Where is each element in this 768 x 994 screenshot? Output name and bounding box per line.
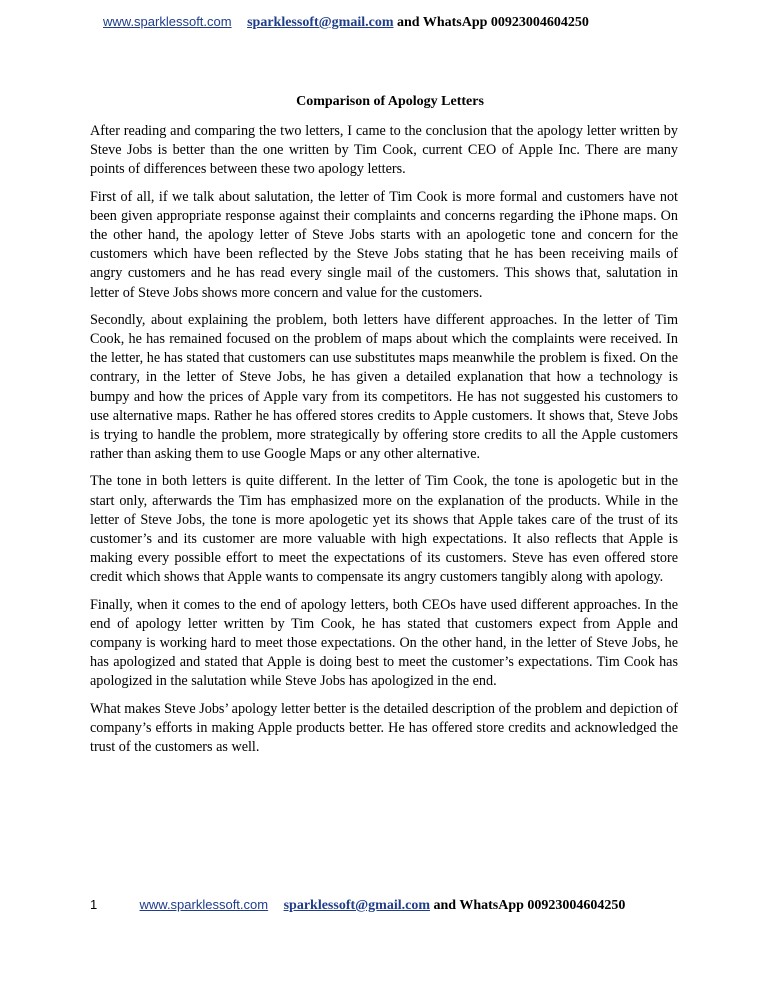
paragraph-2: First of all, if we talk about salutation, the letter of Tim Cook is more formal and customers have not been given appropriate response against their complaints and concerns regarding the iPhone maps. On the other hand, the apology letter of Steve Jobs starts with an apologetic tone and concern for the customers which have been reflected by the Steve Jobs stating that he has been receiving mails of angry customers and he has read every single mail of the customers. This shows that, salutation in letter of Steve Jobs shows more concern and value for the customers.	[90, 188, 678, 301]
page-footer	[90, 897, 625, 914]
page-number: 1	[90, 897, 98, 912]
footer-website-link[interactable]: www.sparklessoft.com	[139, 897, 269, 912]
paragraph-6: What makes Steve Jobs’ apology letter better is the detailed description of the problem and depiction of company’s efforts in making Apple products better. He has offered store credits and acknowledged the trust of the customers as well.	[90, 700, 678, 756]
document-title: Comparison of Apology Letters	[296, 94, 484, 109]
document-body	[90, 122, 678, 765]
footer-whatsapp-text: and WhatsApp 00923004604250	[433, 898, 626, 913]
footer-email-link[interactable]: sparklessoft@gmail.com	[283, 898, 430, 913]
header-website-link[interactable]: www.sparklessoft.com	[103, 14, 232, 29]
paragraph-3: Secondly, about explaining the problem, both letters have different approaches. In the letter of Tim Cook, he has remained focused on the problem of maps about which the complaints were received. In the letter, he has stated that customers can use substitutes maps meanwhile the problem is fixed. On the contrary, in the letter of Steve Jobs, he has given a detailed explanation that how a technology is bumpy and how the prices of Apple vary from its competitors. He has not suggested his customers to use alternative maps. Rather he has offered stores credits to Apple customers. It shows that, Steve Jobs is trying to handle the problem, more strategically by offering store credits to all the Apple customers rather than asking them to use Google Maps or any other alternative.	[90, 311, 678, 463]
header-email-link[interactable]: sparklessoft@gmail.com	[247, 15, 394, 30]
header-whatsapp-text: and WhatsApp 00923004604250	[397, 15, 589, 30]
paragraph-4: The tone in both letters is quite different. In the letter of Tim Cook, the tone is apologetic but in the start only, afterwards the Tim has emphasized more on the explanation of the products. While in the letter of Steve Jobs, the tone is more apologetic yet its shows that Apple takes care of the trust of its customer’s and its customer are more valuable with high expectations. It also reflects that Apple is making every possible effort to meet the expectations of its customers. Steve has even offered store credit which shows that Apple wants to compensate its angry customers tangibly along with apology.	[90, 473, 678, 586]
paragraph-1: After reading and comparing the two letters, I came to the conclusion that the apology letter written by Steve Jobs is better than the one written by Tim Cook, current CEO of Apple Inc. There are many points of differences between these two apology letters.	[90, 123, 678, 178]
page-header	[103, 14, 589, 31]
paragraph-5: Finally, when it comes to the end of apology letters, both CEOs have used different approaches. In the end of apology letter written by Tim Cook, he has stated that customers expect from Apple and company is working hard to meet those expectations. On the other hand, in the letter of Steve Jobs, he has apologized and stated that Apple is doing best to meet the customer’s expectations. Tim Cook has apologized in the salutation while Steve Jobs has apologized in the end.	[90, 596, 678, 690]
